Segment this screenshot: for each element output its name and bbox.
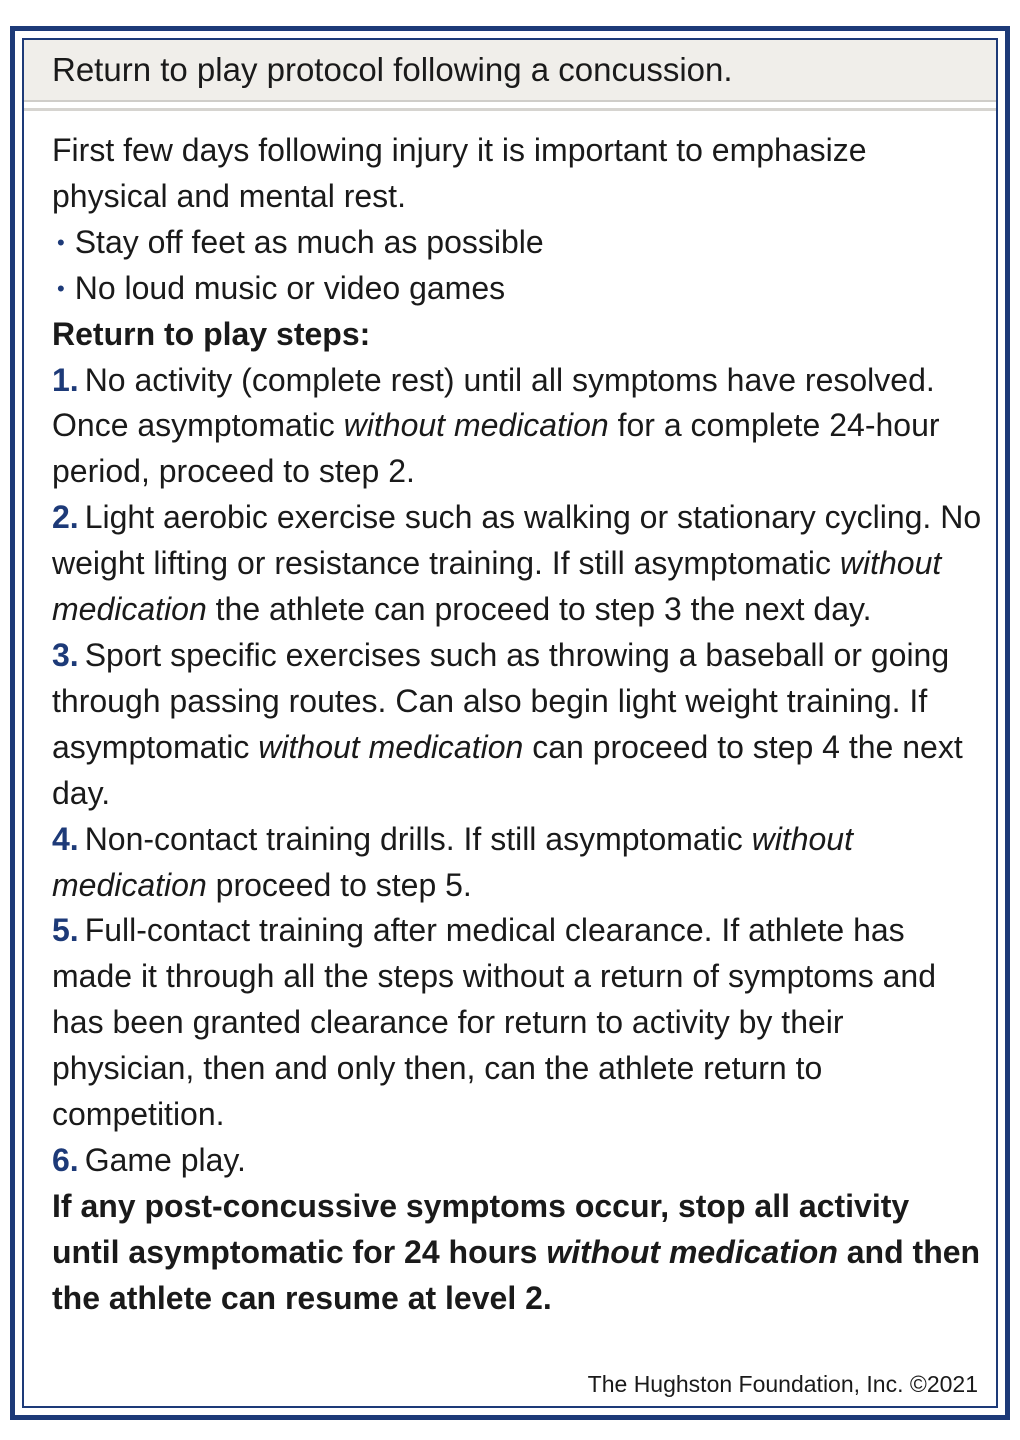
warning-part: If any post-concussive symptoms occur, stop all activity until asymptomatic for 24 hours: [52, 1187, 910, 1270]
step-text: Light aerobic exercise such as walking or stationary cycling. No weight lifting or resistance training. If still asymptomatic: [52, 499, 982, 582]
step-text: Non-contact training drills. If still asymptomatic: [84, 820, 752, 857]
step-number: 4.: [52, 820, 79, 857]
step-number: 2.: [52, 499, 79, 536]
step-number: 6.: [52, 1141, 79, 1178]
step-1: [52, 358, 982, 496]
card-body: [52, 128, 982, 1322]
step-number: 5.: [52, 912, 79, 949]
step-6: [52, 1138, 982, 1184]
bullet-item: [52, 266, 982, 312]
card-title: Return to play protocol following a concussion.: [52, 51, 733, 88]
steps-heading: Return to play steps:: [52, 315, 371, 352]
step-text: can proceed to step 4 the next day.: [52, 728, 963, 811]
protocol-card: [10, 26, 1010, 1420]
warning-part: and then the athlete can resume at level 2.: [52, 1233, 981, 1316]
copyright-credit: The Hughston Foundation, Inc. ©2021: [587, 1371, 978, 1397]
title-divider: [24, 108, 996, 111]
bullet-dot-icon: •: [57, 229, 65, 255]
bullet-text: No loud music or video games: [74, 269, 506, 306]
step-2: [52, 495, 982, 633]
step-emphasis: without medication: [52, 545, 942, 628]
bullet-dot-icon: •: [57, 275, 65, 301]
step-text: No activity (complete rest) until all symptoms have resolved. Once asymptomatic: [52, 361, 935, 444]
warning-text: [52, 1184, 982, 1322]
card-inner-frame: [22, 38, 998, 1408]
bullet-text: Stay off feet as much as possible: [74, 223, 544, 260]
step-4: [52, 817, 982, 909]
step-5: [52, 908, 982, 1138]
step-emphasis: without medication: [258, 728, 524, 765]
step-text: Full-contact training after medical clearance. If athlete has made it through all the steps without a return of symptoms and has been granted clearance for return to activity by their physician, then and only then, can the athlete return to competition.: [52, 912, 937, 1133]
step-emphasis: without medication: [343, 407, 609, 444]
step-emphasis: without medication: [52, 820, 853, 903]
step-number: 1.: [52, 361, 79, 398]
warning-emphasis: without medication: [546, 1233, 838, 1270]
intro-text: First few days following injury it is important to emphasize physical and mental rest.: [52, 132, 867, 214]
step-text: proceed to step 5.: [206, 866, 472, 903]
step-number: 3.: [52, 636, 79, 673]
step-text: Sport specific exercises such as throwing a baseball or going through passing routes. Can also begin light weight training. If asymptomatic: [52, 636, 950, 765]
title-bar: [24, 40, 996, 102]
step-text: Game play.: [84, 1141, 246, 1178]
bullet-item: [52, 220, 982, 266]
step-3: [52, 633, 982, 817]
step-text: the athlete can proceed to step 3 the next day.: [206, 591, 872, 628]
step-text: for a complete 24-hour period, proceed to step 2.: [52, 407, 940, 490]
